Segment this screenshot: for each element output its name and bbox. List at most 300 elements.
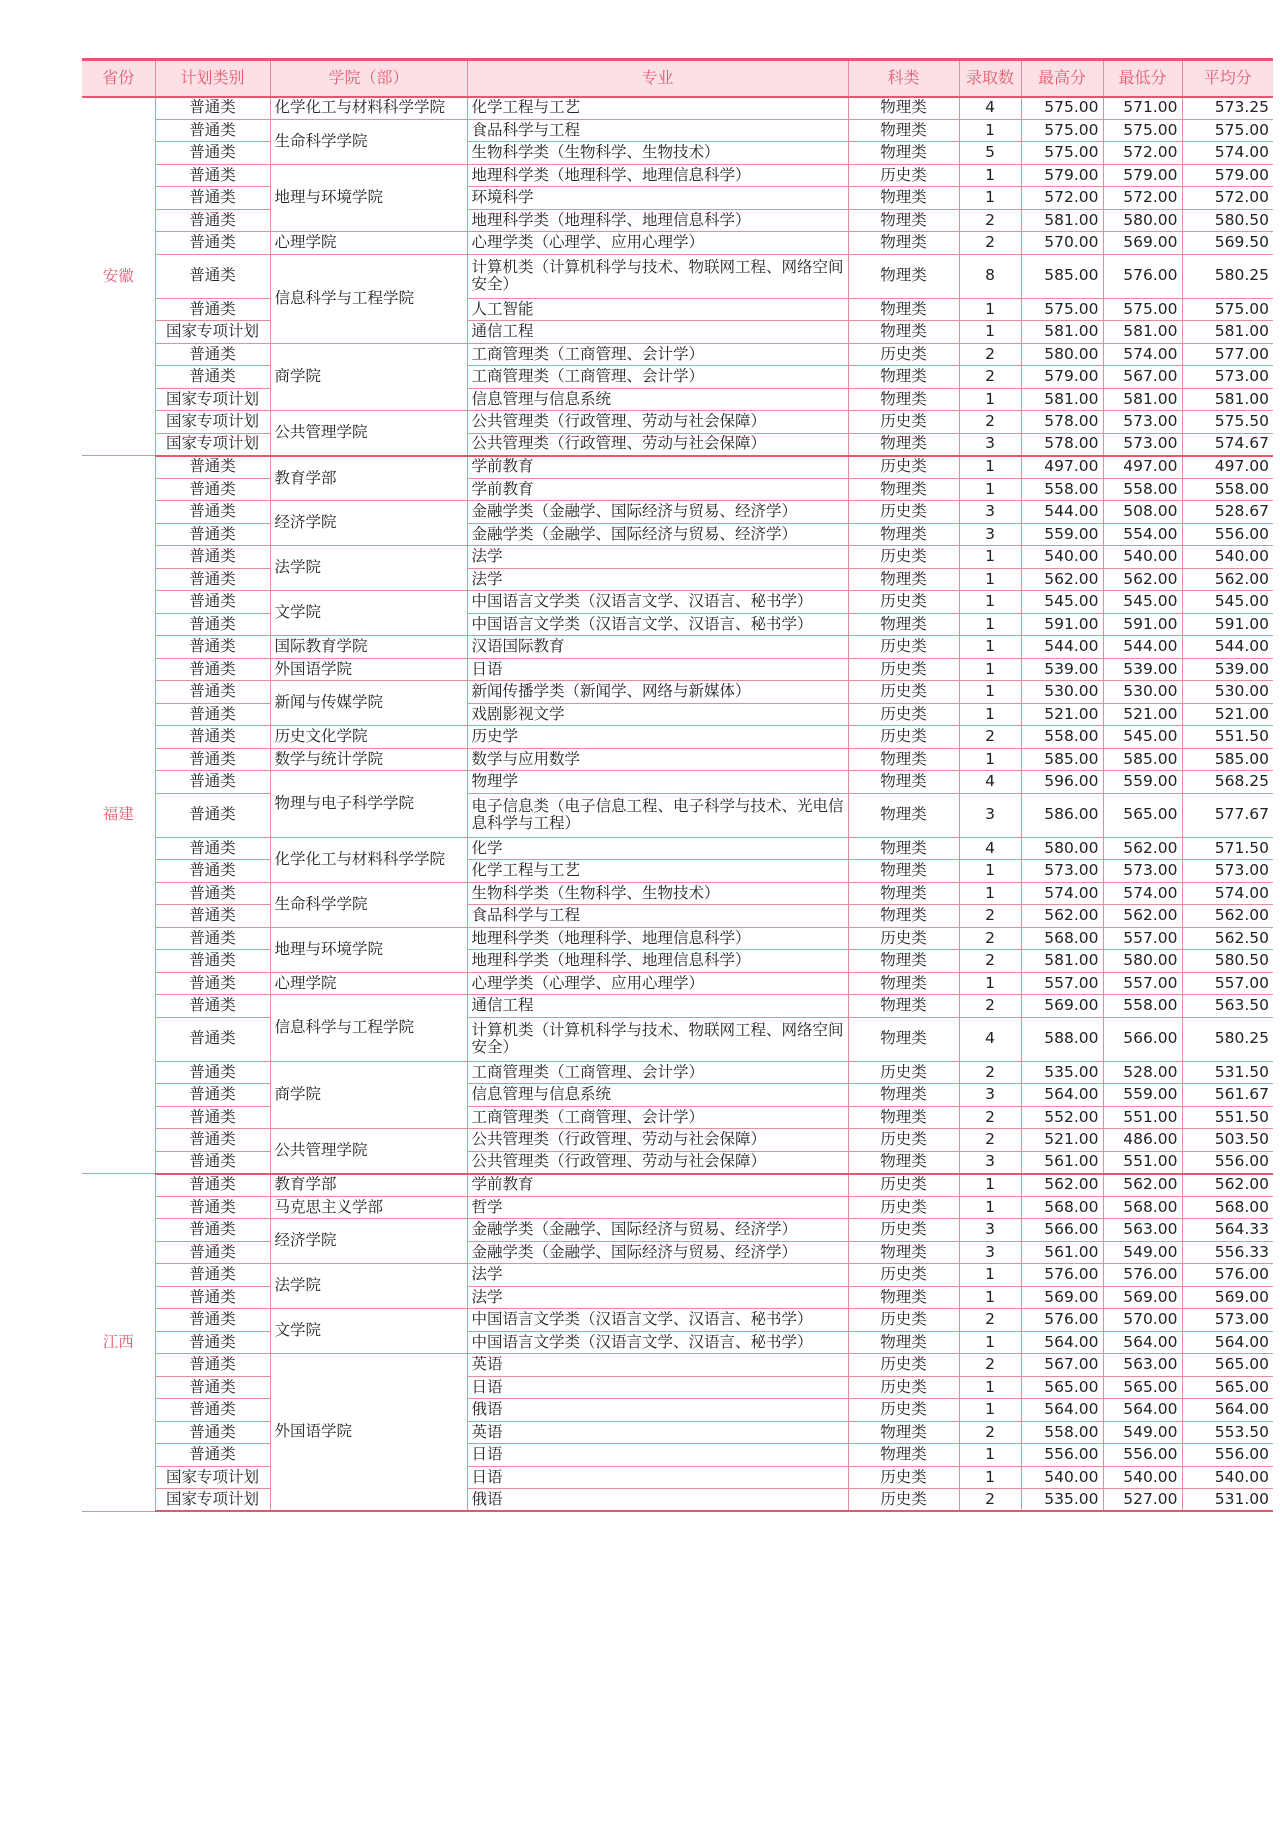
major-cell: 环境科学 [467, 187, 848, 210]
plan-type-cell: 普通类 [155, 366, 270, 389]
subject-cell: 物理类 [848, 1151, 959, 1174]
college-cell: 商学院 [270, 343, 467, 411]
plan-type-cell: 普通类 [155, 1084, 270, 1107]
subject-cell: 物理类 [848, 366, 959, 389]
college-cell: 法学院 [270, 546, 467, 591]
table-row [82, 927, 1273, 950]
avg-score-cell: 569.50 [1182, 232, 1273, 255]
subject-cell: 物理类 [848, 523, 959, 546]
admitted-count-cell: 1 [959, 972, 1021, 995]
admitted-count-cell: 2 [959, 995, 1021, 1018]
admitted-count-cell: 1 [959, 1264, 1021, 1287]
major-cell: 计算机类（计算机科学与技术、物联网工程、网络空间安全） [467, 254, 848, 298]
table-row [82, 232, 1273, 255]
min-score-cell: 559.00 [1103, 771, 1182, 794]
plan-type-cell: 普通类 [155, 1444, 270, 1467]
avg-score-cell: 574.00 [1182, 882, 1273, 905]
min-score-cell: 558.00 [1103, 995, 1182, 1018]
min-score-cell: 545.00 [1103, 726, 1182, 749]
plan-type-cell: 普通类 [155, 905, 270, 928]
min-score-cell: 575.00 [1103, 298, 1182, 321]
major-cell: 公共管理类（行政管理、劳动与社会保障） [467, 1151, 848, 1174]
min-score-cell: 576.00 [1103, 1264, 1182, 1287]
subject-cell: 历史类 [848, 343, 959, 366]
admitted-count-cell: 2 [959, 1354, 1021, 1377]
max-score-cell: 575.00 [1021, 142, 1103, 165]
major-cell: 中国语言文学类（汉语言文学、汉语言、秘书学） [467, 613, 848, 636]
avg-score-cell: 531.00 [1182, 1489, 1273, 1512]
major-cell: 工商管理类（工商管理、会计学） [467, 343, 848, 366]
avg-score-cell: 575.50 [1182, 411, 1273, 434]
avg-score-cell: 564.00 [1182, 1331, 1273, 1354]
major-cell: 心理学类（心理学、应用心理学） [467, 232, 848, 255]
table-row [82, 1017, 1273, 1061]
table-header [82, 60, 1273, 97]
college-cell: 外国语学院 [270, 658, 467, 681]
table-row [82, 1489, 1273, 1512]
avg-score-cell: 528.67 [1182, 501, 1273, 524]
min-score-cell: 557.00 [1103, 972, 1182, 995]
plan-type-cell: 普通类 [155, 1174, 270, 1197]
max-score-cell: 579.00 [1021, 164, 1103, 187]
subject-cell: 历史类 [848, 726, 959, 749]
major-cell: 戏剧影视文学 [467, 703, 848, 726]
min-score-cell: 591.00 [1103, 613, 1182, 636]
header-plan-type: 计划类别 [155, 60, 270, 97]
header-avg-score: 平均分 [1182, 60, 1273, 97]
max-score-cell: 558.00 [1021, 726, 1103, 749]
college-cell: 化学化工与材料科学学院 [270, 837, 467, 882]
plan-type-cell: 普通类 [155, 164, 270, 187]
min-score-cell: 564.00 [1103, 1399, 1182, 1422]
avg-score-cell: 576.00 [1182, 1264, 1273, 1287]
avg-score-cell: 572.00 [1182, 187, 1273, 210]
college-cell: 文学院 [270, 591, 467, 636]
min-score-cell: 580.00 [1103, 209, 1182, 232]
table-row [82, 501, 1273, 524]
major-cell: 俄语 [467, 1489, 848, 1512]
avg-score-cell: 585.00 [1182, 748, 1273, 771]
major-cell: 学前教育 [467, 456, 848, 479]
max-score-cell: 535.00 [1021, 1061, 1103, 1084]
admitted-count-cell: 3 [959, 433, 1021, 456]
header-college: 学院（部） [270, 60, 467, 97]
avg-score-cell: 577.00 [1182, 343, 1273, 366]
avg-score-cell: 575.00 [1182, 298, 1273, 321]
max-score-cell: 557.00 [1021, 972, 1103, 995]
plan-type-cell: 普通类 [155, 1017, 270, 1061]
min-score-cell: 559.00 [1103, 1084, 1182, 1107]
max-score-cell: 591.00 [1021, 613, 1103, 636]
admitted-count-cell: 3 [959, 1151, 1021, 1174]
avg-score-cell: 556.00 [1182, 1151, 1273, 1174]
college-cell: 地理与环境学院 [270, 927, 467, 972]
table-row [82, 905, 1273, 928]
avg-score-cell: 539.00 [1182, 658, 1273, 681]
plan-type-cell: 普通类 [155, 187, 270, 210]
avg-score-cell: 553.50 [1182, 1421, 1273, 1444]
plan-type-cell: 普通类 [155, 950, 270, 973]
plan-type-cell: 普通类 [155, 882, 270, 905]
subject-cell: 物理类 [848, 478, 959, 501]
table-row [82, 771, 1273, 794]
subject-cell: 历史类 [848, 681, 959, 704]
avg-score-cell: 562.00 [1182, 568, 1273, 591]
plan-type-cell: 普通类 [155, 681, 270, 704]
plan-type-cell: 普通类 [155, 97, 270, 120]
table-row [82, 1129, 1273, 1152]
admitted-count-cell: 4 [959, 771, 1021, 794]
avg-score-cell: 574.00 [1182, 142, 1273, 165]
admitted-count-cell: 2 [959, 1421, 1021, 1444]
major-cell: 心理学类（心理学、应用心理学） [467, 972, 848, 995]
max-score-cell: 581.00 [1021, 321, 1103, 344]
subject-cell: 物理类 [848, 905, 959, 928]
avg-score-cell: 540.00 [1182, 546, 1273, 569]
min-score-cell: 567.00 [1103, 366, 1182, 389]
max-score-cell: 544.00 [1021, 636, 1103, 659]
major-cell: 历史学 [467, 726, 848, 749]
subject-cell: 物理类 [848, 882, 959, 905]
subject-cell: 物理类 [848, 142, 959, 165]
subject-cell: 物理类 [848, 860, 959, 883]
min-score-cell: 569.00 [1103, 1286, 1182, 1309]
max-score-cell: 575.00 [1021, 97, 1103, 120]
plan-type-cell: 普通类 [155, 1354, 270, 1377]
avg-score-cell: 575.00 [1182, 119, 1273, 142]
max-score-cell: 572.00 [1021, 187, 1103, 210]
admitted-count-cell: 1 [959, 613, 1021, 636]
avg-score-cell: 531.50 [1182, 1061, 1273, 1084]
major-cell: 地理科学类（地理科学、地理信息科学） [467, 164, 848, 187]
admitted-count-cell: 4 [959, 837, 1021, 860]
avg-score-cell: 497.00 [1182, 456, 1273, 479]
table-row [82, 613, 1273, 636]
table-row [82, 142, 1273, 165]
major-cell: 计算机类（计算机科学与技术、物联网工程、网络空间安全） [467, 1017, 848, 1061]
avg-score-cell: 503.50 [1182, 1129, 1273, 1152]
min-score-cell: 579.00 [1103, 164, 1182, 187]
major-cell: 中国语言文学类（汉语言文学、汉语言、秘书学） [467, 1309, 848, 1332]
avg-score-cell: 556.00 [1182, 523, 1273, 546]
major-cell: 化学工程与工艺 [467, 860, 848, 883]
max-score-cell: 581.00 [1021, 209, 1103, 232]
avg-score-cell: 551.50 [1182, 1106, 1273, 1129]
avg-score-cell: 581.00 [1182, 321, 1273, 344]
avg-score-cell: 556.33 [1182, 1241, 1273, 1264]
admitted-count-cell: 2 [959, 1129, 1021, 1152]
min-score-cell: 527.00 [1103, 1489, 1182, 1512]
major-cell: 学前教育 [467, 478, 848, 501]
max-score-cell: 545.00 [1021, 591, 1103, 614]
admitted-count-cell: 1 [959, 478, 1021, 501]
admitted-count-cell: 1 [959, 546, 1021, 569]
subject-cell: 物理类 [848, 298, 959, 321]
min-score-cell: 558.00 [1103, 478, 1182, 501]
admitted-count-cell: 3 [959, 1241, 1021, 1264]
min-score-cell: 557.00 [1103, 927, 1182, 950]
major-cell: 金融学类（金融学、国际经济与贸易、经济学） [467, 1241, 848, 1264]
admitted-count-cell: 1 [959, 882, 1021, 905]
major-cell: 地理科学类（地理科学、地理信息科学） [467, 950, 848, 973]
major-cell: 俄语 [467, 1399, 848, 1422]
admitted-count-cell: 1 [959, 703, 1021, 726]
subject-cell: 历史类 [848, 411, 959, 434]
table-row [82, 1151, 1273, 1174]
plan-type-cell: 普通类 [155, 1331, 270, 1354]
admitted-count-cell: 1 [959, 591, 1021, 614]
college-cell: 新闻与传媒学院 [270, 681, 467, 726]
max-score-cell: 558.00 [1021, 478, 1103, 501]
admitted-count-cell: 1 [959, 1399, 1021, 1422]
max-score-cell: 585.00 [1021, 254, 1103, 298]
table-row [82, 591, 1273, 614]
avg-score-cell: 565.00 [1182, 1376, 1273, 1399]
subject-cell: 物理类 [848, 972, 959, 995]
college-cell: 国际教育学院 [270, 636, 467, 659]
plan-type-cell: 普通类 [155, 771, 270, 794]
max-score-cell: 561.00 [1021, 1151, 1103, 1174]
plan-type-cell: 普通类 [155, 1061, 270, 1084]
college-cell: 地理与环境学院 [270, 164, 467, 232]
table-row [82, 882, 1273, 905]
min-score-cell: 551.00 [1103, 1106, 1182, 1129]
plan-type-cell: 普通类 [155, 343, 270, 366]
avg-score-cell: 562.50 [1182, 927, 1273, 950]
max-score-cell: 565.00 [1021, 1376, 1103, 1399]
plan-type-cell: 普通类 [155, 254, 270, 298]
admitted-count-cell: 2 [959, 1309, 1021, 1332]
header-row [82, 60, 1273, 97]
subject-cell: 历史类 [848, 591, 959, 614]
avg-score-cell: 545.00 [1182, 591, 1273, 614]
subject-cell: 历史类 [848, 456, 959, 479]
min-score-cell: 528.00 [1103, 1061, 1182, 1084]
major-cell: 英语 [467, 1354, 848, 1377]
subject-cell: 物理类 [848, 1331, 959, 1354]
avg-score-cell: 573.00 [1182, 860, 1273, 883]
subject-cell: 历史类 [848, 1264, 959, 1287]
major-cell: 日语 [467, 1376, 848, 1399]
table-row [82, 726, 1273, 749]
table-row [82, 523, 1273, 546]
major-cell: 电子信息类（电子信息工程、电子科学与技术、光电信息科学与工程） [467, 793, 848, 837]
max-score-cell: 521.00 [1021, 703, 1103, 726]
min-score-cell: 574.00 [1103, 882, 1182, 905]
major-cell: 地理科学类（地理科学、地理信息科学） [467, 927, 848, 950]
college-cell: 教育学部 [270, 1174, 467, 1197]
max-score-cell: 544.00 [1021, 501, 1103, 524]
table-row [82, 1331, 1273, 1354]
min-score-cell: 575.00 [1103, 119, 1182, 142]
college-cell: 法学院 [270, 1264, 467, 1309]
major-cell: 信息管理与信息系统 [467, 388, 848, 411]
admitted-count-cell: 4 [959, 97, 1021, 120]
min-score-cell: 497.00 [1103, 456, 1182, 479]
table-row [82, 1421, 1273, 1444]
min-score-cell: 521.00 [1103, 703, 1182, 726]
college-cell: 教育学部 [270, 456, 467, 501]
college-cell: 公共管理学院 [270, 411, 467, 456]
min-score-cell: 562.00 [1103, 1174, 1182, 1197]
major-cell: 法学 [467, 568, 848, 591]
admitted-count-cell: 2 [959, 927, 1021, 950]
table-row [82, 1466, 1273, 1489]
plan-type-cell: 普通类 [155, 478, 270, 501]
college-cell: 历史文化学院 [270, 726, 467, 749]
table-row [82, 1174, 1273, 1197]
table-row [82, 703, 1273, 726]
subject-cell: 历史类 [848, 164, 959, 187]
admitted-count-cell: 1 [959, 748, 1021, 771]
min-score-cell: 574.00 [1103, 343, 1182, 366]
header-province: 省份 [82, 60, 155, 97]
major-cell: 工商管理类（工商管理、会计学） [467, 1106, 848, 1129]
avg-score-cell: 579.00 [1182, 164, 1273, 187]
plan-type-cell: 普通类 [155, 1219, 270, 1242]
min-score-cell: 564.00 [1103, 1331, 1182, 1354]
major-cell: 工商管理类（工商管理、会计学） [467, 366, 848, 389]
subject-cell: 物理类 [848, 1106, 959, 1129]
max-score-cell: 540.00 [1021, 1466, 1103, 1489]
plan-type-cell: 普通类 [155, 726, 270, 749]
table-row [82, 298, 1273, 321]
min-score-cell: 573.00 [1103, 433, 1182, 456]
admitted-count-cell: 1 [959, 658, 1021, 681]
major-cell: 化学 [467, 837, 848, 860]
subject-cell: 物理类 [848, 1241, 959, 1264]
subject-cell: 历史类 [848, 1129, 959, 1152]
plan-type-cell: 普通类 [155, 568, 270, 591]
min-score-cell: 572.00 [1103, 187, 1182, 210]
major-cell: 通信工程 [467, 321, 848, 344]
table-row [82, 748, 1273, 771]
max-score-cell: 552.00 [1021, 1106, 1103, 1129]
admitted-count-cell: 1 [959, 456, 1021, 479]
major-cell: 金融学类（金融学、国际经济与贸易、经济学） [467, 1219, 848, 1242]
max-score-cell: 586.00 [1021, 793, 1103, 837]
table-row [82, 119, 1273, 142]
plan-type-cell: 国家专项计划 [155, 411, 270, 434]
subject-cell: 物理类 [848, 1286, 959, 1309]
avg-score-cell: 564.00 [1182, 1399, 1273, 1422]
plan-type-cell: 国家专项计划 [155, 433, 270, 456]
admitted-count-cell: 3 [959, 793, 1021, 837]
college-cell: 物理与电子科学学院 [270, 771, 467, 838]
subject-cell: 历史类 [848, 546, 959, 569]
table-row [82, 681, 1273, 704]
avg-score-cell: 580.50 [1182, 209, 1273, 232]
max-score-cell: 581.00 [1021, 950, 1103, 973]
table-row [82, 972, 1273, 995]
college-cell: 生命科学学院 [270, 119, 467, 164]
subject-cell: 历史类 [848, 501, 959, 524]
subject-cell: 历史类 [848, 1489, 959, 1512]
subject-cell: 物理类 [848, 1421, 959, 1444]
max-score-cell: 579.00 [1021, 366, 1103, 389]
max-score-cell: 576.00 [1021, 1309, 1103, 1332]
admitted-count-cell: 3 [959, 523, 1021, 546]
major-cell: 汉语国际教育 [467, 636, 848, 659]
max-score-cell: 596.00 [1021, 771, 1103, 794]
table-row [82, 388, 1273, 411]
subject-cell: 物理类 [848, 97, 959, 120]
major-cell: 物理学 [467, 771, 848, 794]
max-score-cell: 530.00 [1021, 681, 1103, 704]
max-score-cell: 575.00 [1021, 119, 1103, 142]
table-row [82, 433, 1273, 456]
admitted-count-cell: 2 [959, 1106, 1021, 1129]
plan-type-cell: 普通类 [155, 209, 270, 232]
subject-cell: 物理类 [848, 568, 959, 591]
province-cell: 福建 [82, 456, 155, 1174]
max-score-cell: 569.00 [1021, 995, 1103, 1018]
admitted-count-cell: 2 [959, 343, 1021, 366]
subject-cell: 物理类 [848, 613, 959, 636]
subject-cell: 物理类 [848, 950, 959, 973]
min-score-cell: 563.00 [1103, 1219, 1182, 1242]
plan-type-cell: 普通类 [155, 748, 270, 771]
avg-score-cell: 568.25 [1182, 771, 1273, 794]
admitted-count-cell: 1 [959, 164, 1021, 187]
min-score-cell: 572.00 [1103, 142, 1182, 165]
major-cell: 法学 [467, 1286, 848, 1309]
major-cell: 中国语言文学类（汉语言文学、汉语言、秘书学） [467, 591, 848, 614]
table-row [82, 793, 1273, 837]
subject-cell: 历史类 [848, 703, 959, 726]
major-cell: 法学 [467, 1264, 848, 1287]
plan-type-cell: 普通类 [155, 972, 270, 995]
college-cell: 信息科学与工程学院 [270, 254, 467, 343]
avg-score-cell: 558.00 [1182, 478, 1273, 501]
avg-score-cell: 521.00 [1182, 703, 1273, 726]
table-row [82, 343, 1273, 366]
max-score-cell: 567.00 [1021, 1354, 1103, 1377]
admitted-count-cell: 2 [959, 1489, 1021, 1512]
admitted-count-cell: 1 [959, 568, 1021, 591]
admitted-count-cell: 1 [959, 636, 1021, 659]
min-score-cell: 551.00 [1103, 1151, 1182, 1174]
subject-cell: 物理类 [848, 771, 959, 794]
plan-type-cell: 普通类 [155, 1286, 270, 1309]
plan-type-cell: 普通类 [155, 1399, 270, 1422]
max-score-cell: 568.00 [1021, 1196, 1103, 1219]
table-row [82, 254, 1273, 298]
table-row [82, 164, 1273, 187]
admitted-count-cell: 1 [959, 1376, 1021, 1399]
admitted-count-cell: 3 [959, 501, 1021, 524]
min-score-cell: 570.00 [1103, 1309, 1182, 1332]
min-score-cell: 566.00 [1103, 1017, 1182, 1061]
subject-cell: 物理类 [848, 187, 959, 210]
province-cell: 江西 [82, 1174, 155, 1512]
admitted-count-cell: 2 [959, 950, 1021, 973]
major-cell: 英语 [467, 1421, 848, 1444]
subject-cell: 物理类 [848, 232, 959, 255]
table-row [82, 837, 1273, 860]
major-cell: 哲学 [467, 1196, 848, 1219]
major-cell: 食品科学与工程 [467, 119, 848, 142]
admitted-count-cell: 2 [959, 411, 1021, 434]
college-cell: 心理学院 [270, 232, 467, 255]
major-cell: 信息管理与信息系统 [467, 1084, 848, 1107]
table-row [82, 1264, 1273, 1287]
college-cell: 外国语学院 [270, 1354, 467, 1512]
admitted-count-cell: 1 [959, 1331, 1021, 1354]
plan-type-cell: 国家专项计划 [155, 321, 270, 344]
major-cell: 人工智能 [467, 298, 848, 321]
min-score-cell: 571.00 [1103, 97, 1182, 120]
